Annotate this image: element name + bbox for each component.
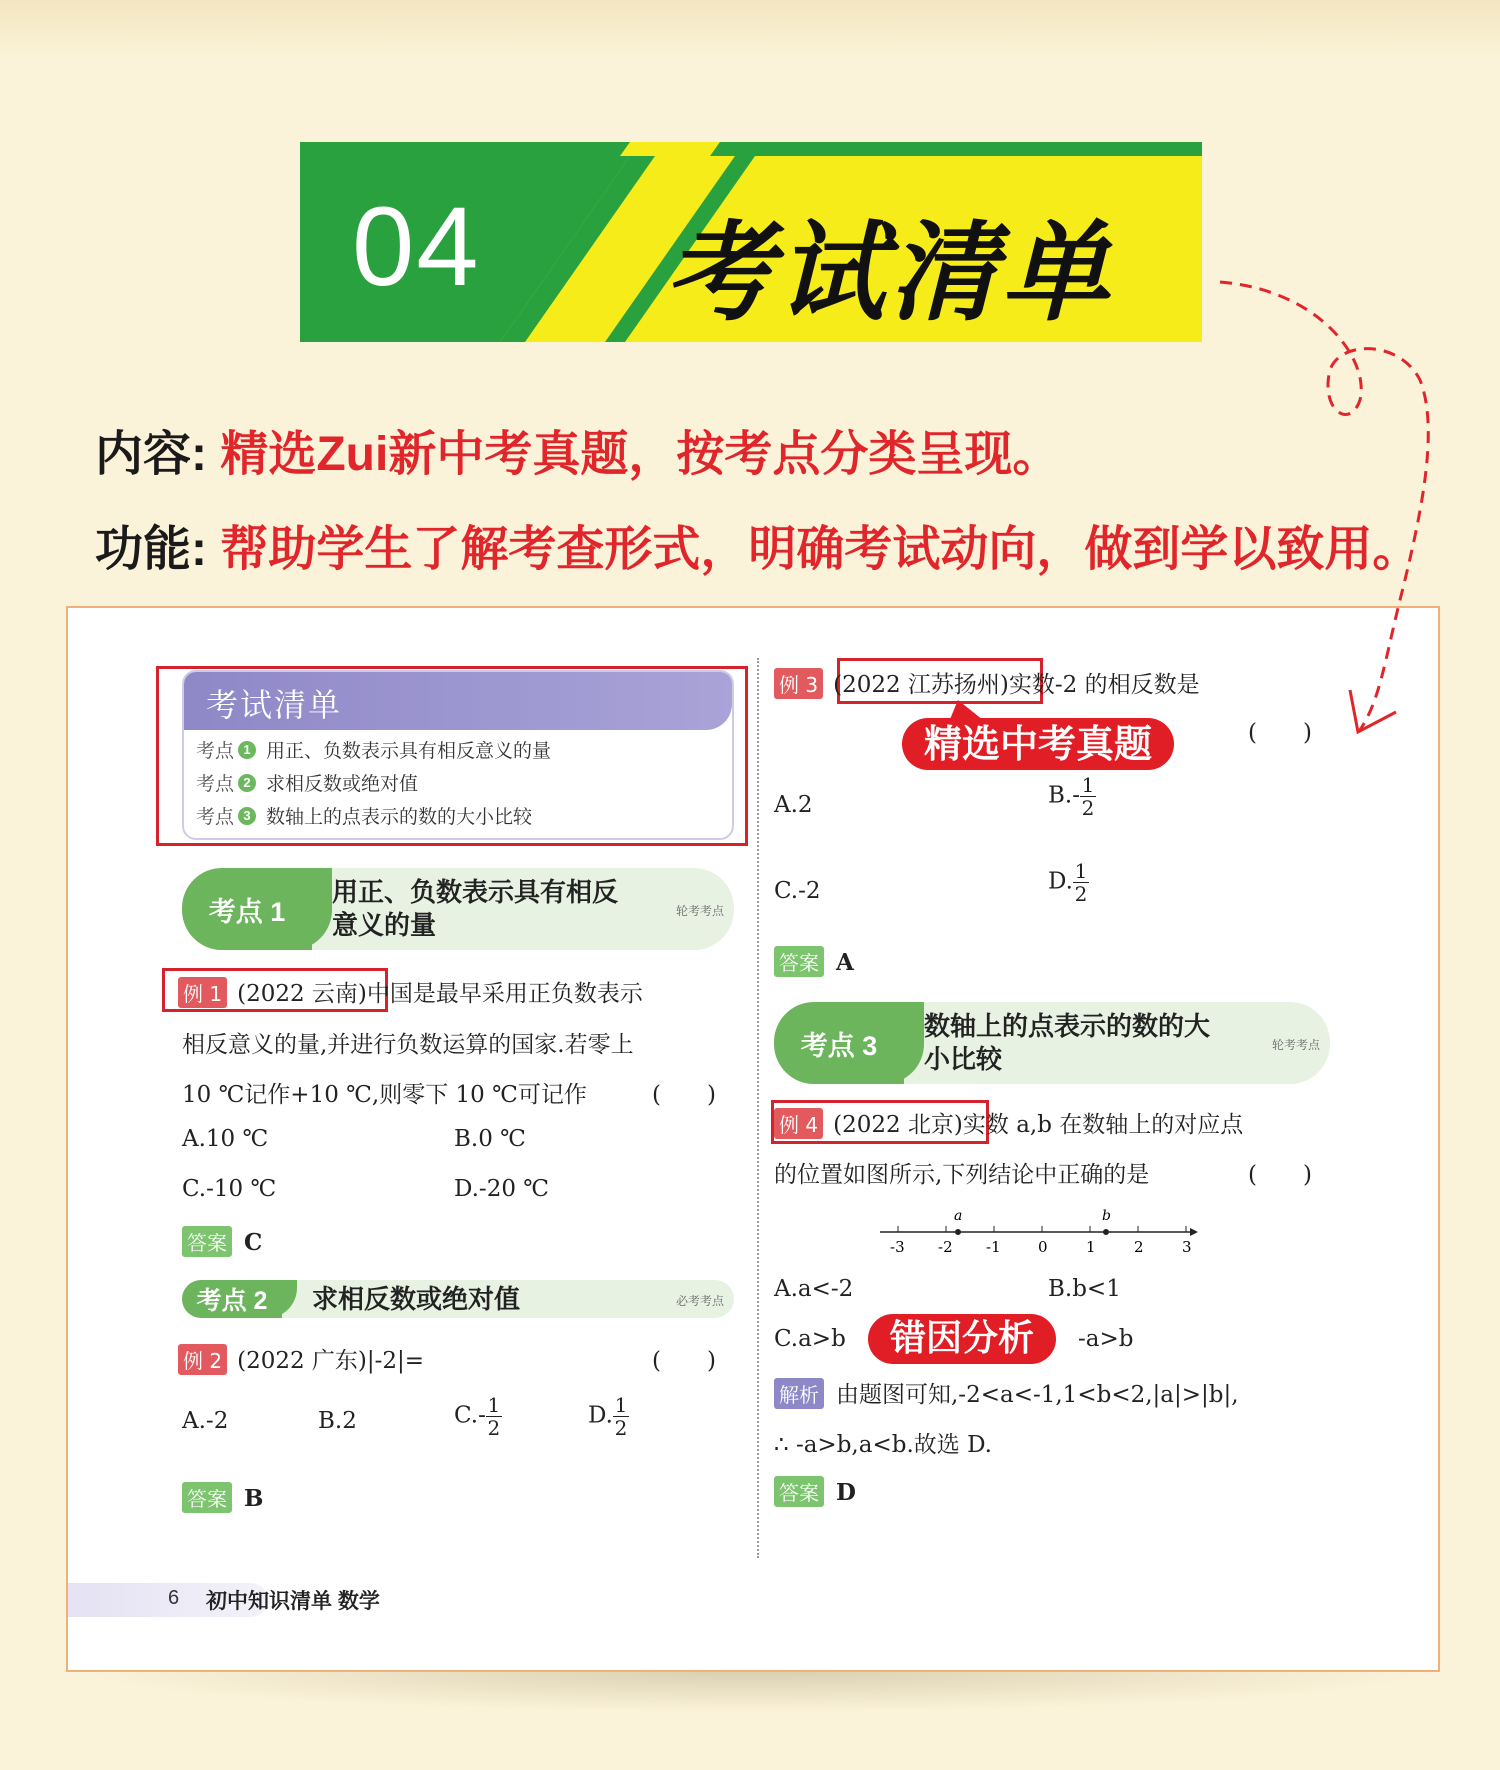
fraction: [1080, 774, 1096, 819]
exam-list-item: [196, 736, 732, 763]
column-divider: [757, 658, 759, 1558]
function-key: 功能:: [95, 523, 207, 576]
ex1-line1: [178, 975, 643, 1008]
ex1-line3: 10 ℃记作+10 ℃,则零下 10 ℃可记作: [182, 1082, 587, 1108]
ex3-question: 实数-2 的相反数是: [1008, 672, 1200, 698]
kaodian-2-title: 求相反数或绝对值: [312, 1284, 521, 1314]
ex2-tag: 例 2: [178, 1344, 227, 1375]
kaodian-2-header: [182, 1280, 734, 1318]
ex2-answer-value: B: [244, 1485, 264, 1512]
point-number: 1: [238, 741, 256, 759]
ex4-text1: 实数 a,b 在数轴上的对应点: [962, 1112, 1244, 1138]
ex4-analysis-tag: 解析: [774, 1378, 824, 1409]
point-b-label: b: [1102, 1208, 1111, 1224]
tick-label: 0: [1038, 1238, 1048, 1256]
ex4-option-d: -a>b: [1078, 1326, 1134, 1352]
exam-list-box: [182, 670, 734, 840]
ex3-tag: 例 3: [774, 668, 823, 699]
ex1-text1: 中国是最早采用正负数表示: [366, 981, 643, 1007]
point-label: 考点: [196, 741, 235, 762]
kaodian-3-tag: 轮考考点: [1271, 1038, 1320, 1052]
number-line: [880, 1206, 1200, 1262]
ex1-line2: 相反意义的量,并进行负数运算的国家.若零上: [182, 1032, 634, 1058]
ex4-option-c: C.a>b: [774, 1326, 846, 1352]
tick-label: 2: [1134, 1238, 1144, 1256]
kaodian-1-header: [182, 868, 734, 950]
ex3-paren: ( ): [1248, 720, 1312, 746]
ex4-paren: ( ): [1248, 1162, 1312, 1188]
ex4-answer-value: D: [836, 1479, 856, 1506]
ex2-option-b: B.2: [318, 1408, 357, 1434]
ex1-option-a: A.10 ℃: [182, 1126, 269, 1152]
frac-den: 2: [614, 1416, 628, 1440]
kaodian-1-tag: 轮考考点: [675, 904, 724, 918]
kaodian-3-label: 考点 3: [774, 1002, 904, 1084]
ex4-option-b: B.b<1: [1048, 1276, 1121, 1302]
point-text: 数轴上的点表示的数的大小比较: [266, 807, 533, 828]
ex3-option-d: [1048, 860, 1089, 905]
frac-num: 1: [1074, 859, 1088, 883]
ex1-paren: ( ): [652, 1082, 716, 1108]
frac-num: 1: [487, 1393, 501, 1417]
kaodian-3-title: [924, 1010, 1210, 1076]
page-number: 6: [168, 1587, 180, 1609]
ex3-answer-tag: 答案: [774, 946, 824, 977]
ex1-source: (2022 云南): [237, 981, 367, 1007]
axis-ticks: [898, 1226, 1186, 1232]
frac-num: 1: [1081, 773, 1095, 797]
ex2-option-d-label: D.: [588, 1402, 613, 1429]
ex1-answer: [182, 1226, 262, 1257]
ex2-answer: [182, 1482, 263, 1513]
callout-error-analysis: 错因分析: [868, 1314, 1056, 1364]
kaodian-3-title-line1: 数轴上的点表示的数的大: [924, 1011, 1211, 1041]
ex2-line1: [178, 1342, 424, 1375]
tick-label: -3: [890, 1238, 905, 1256]
ex3-option-b-label: B.-: [1048, 782, 1080, 809]
ex2-option-a: A.-2: [182, 1408, 229, 1434]
frac-den: 2: [487, 1416, 501, 1440]
section-banner: [300, 142, 1202, 342]
ex4-line2: 的位置如图所示,下列结论中正确的是: [774, 1162, 1150, 1188]
kaodian-1-title-line2: 意义的量: [332, 910, 437, 940]
ex3-answer: [774, 946, 854, 977]
kaodian-3-header: [774, 1002, 1330, 1084]
ex4-analysis-text1: 由题图可知,-2<a<-1,1<b<2,|a|>|b|,: [836, 1382, 1239, 1408]
page-shadow: [80, 1672, 1426, 1712]
tick-label: 3: [1182, 1238, 1192, 1256]
ex1-tag: 例 1: [178, 977, 227, 1008]
ex3-option-d-label: D.: [1048, 868, 1073, 895]
ex2-source: (2022 广东): [237, 1348, 367, 1374]
point-a: [955, 1229, 961, 1235]
point-number: 3: [238, 807, 256, 825]
fraction: [613, 1394, 629, 1439]
exam-list-title: 考试清单: [184, 672, 732, 730]
point-b: [1103, 1229, 1109, 1235]
function-value: 帮助学生了解考查形式，明确考试动向，做到学以致用。: [220, 523, 1421, 576]
banner-number: 04: [352, 184, 481, 309]
ex3-line1: [774, 666, 1200, 699]
kaodian-2-tag: 必考考点: [675, 1294, 724, 1308]
footer-title: 初中知识清单 数学: [206, 1590, 380, 1613]
ex3-answer-value: A: [836, 949, 854, 976]
fraction: [1073, 860, 1089, 905]
ex4-answer: [774, 1476, 856, 1507]
banner-title: 考试清单: [665, 211, 1114, 336]
ex1-option-c: C.-10 ℃: [182, 1176, 277, 1202]
ex2-paren: ( ): [652, 1348, 716, 1374]
kaodian-3-title-line2: 小比较: [924, 1044, 1003, 1074]
content-key: 内容:: [95, 428, 207, 481]
ex4-tag: 例 4: [774, 1108, 823, 1139]
content-description: [95, 415, 1060, 484]
ex2-answer-tag: 答案: [182, 1482, 232, 1513]
point-number: 2: [238, 774, 256, 792]
ex1-option-d: D.-20 ℃: [454, 1176, 550, 1202]
ex2-option-d: [588, 1394, 629, 1439]
frac-den: 2: [1081, 796, 1095, 820]
tick-label: 1: [1086, 1238, 1096, 1256]
point-text: 求相反数或绝对值: [266, 774, 419, 795]
book-page: [66, 606, 1440, 1672]
point-label: 考点: [196, 774, 235, 795]
ex4-source: (2022 北京): [833, 1112, 963, 1138]
point-label: 考点: [196, 807, 235, 828]
ex4-answer-tag: 答案: [774, 1476, 824, 1507]
kaodian-2-label: 考点 2: [182, 1280, 282, 1318]
frac-num: 1: [614, 1393, 628, 1417]
ex1-answer-tag: 答案: [182, 1226, 232, 1257]
ex2-question: |-2|=: [366, 1348, 425, 1374]
ex4-analysis-line2: ∴ -a>b,a<b.故选 D.: [774, 1432, 992, 1458]
ex4-line1: [774, 1106, 1243, 1139]
kaodian-1-label: 考点 1: [182, 868, 312, 950]
ex3-option-a: A.2: [774, 792, 813, 818]
content-value: 精选Zui新中考真题，按考点分类呈现。: [220, 428, 1061, 481]
function-description: [95, 510, 1420, 579]
ex1-option-b: B.0 ℃: [454, 1126, 526, 1152]
callout-select-exam: 精选中考真题: [902, 718, 1174, 770]
ex4-option-a: A.a<-2: [774, 1276, 854, 1302]
tick-label: -1: [986, 1238, 1001, 1256]
exam-list-item: [196, 769, 732, 796]
point-text: 用正、负数表示具有相反意义的量: [266, 741, 552, 762]
ex3-option-c: C.-2: [774, 878, 821, 904]
ex2-option-c-label: C.-: [454, 1402, 486, 1429]
point-a-label: a: [954, 1208, 963, 1224]
ex2-option-c: [454, 1394, 502, 1439]
ex3-source: (2022 江苏扬州): [833, 672, 1009, 698]
exam-list-item: [196, 802, 732, 829]
top-shadow: [0, 0, 1500, 60]
kaodian-1-title-line1: 用正、负数表示具有相反: [332, 877, 619, 907]
tick-label: -2: [938, 1238, 953, 1256]
frac-den: 2: [1074, 882, 1088, 906]
ex4-analysis-line1: [774, 1376, 1239, 1409]
ex1-answer-value: C: [244, 1229, 263, 1256]
kaodian-1-title: [332, 876, 618, 942]
fraction: [486, 1394, 502, 1439]
ex3-option-b: [1048, 774, 1096, 819]
